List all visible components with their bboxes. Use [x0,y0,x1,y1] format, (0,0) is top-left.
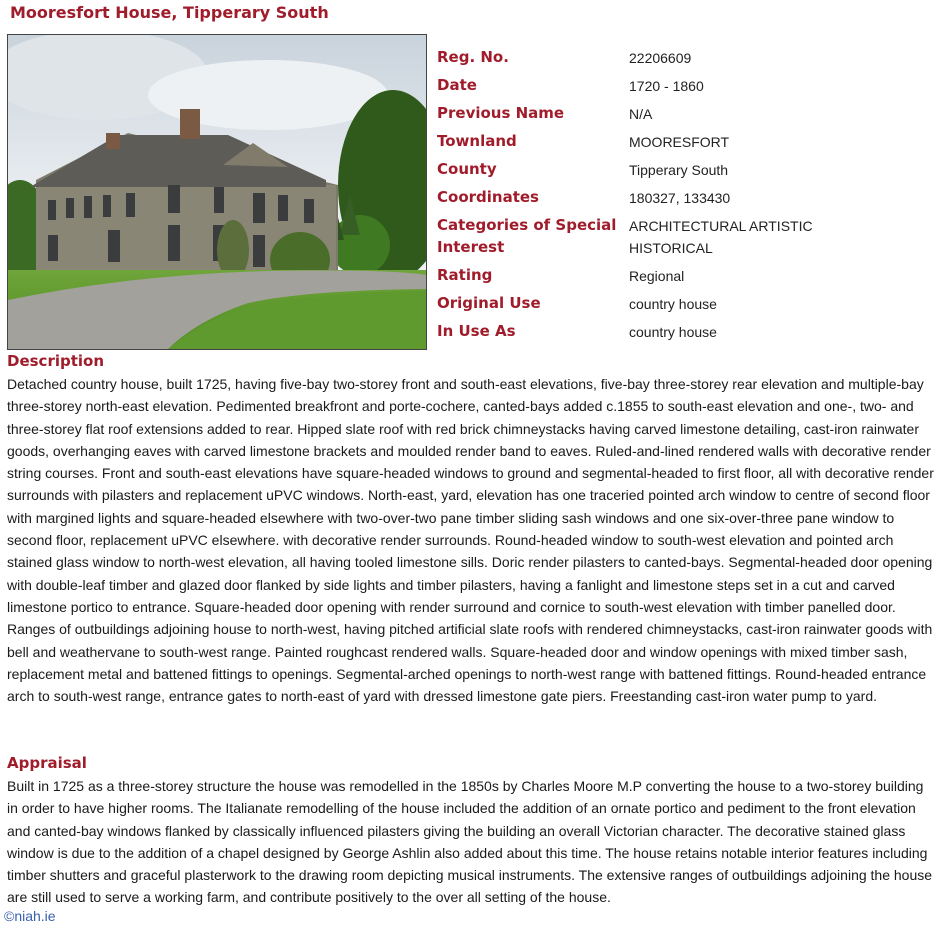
fact-row-rating [437,261,917,289]
appraisal-heading: Appraisal [7,754,87,772]
fact-row-county [437,155,917,183]
fact-row-coordinates [437,183,917,211]
fact-row-categories [437,211,917,261]
fact-row-date [437,71,917,99]
building-photo [7,34,427,350]
rating-value: Regional [629,268,685,284]
date-label: Date [437,76,477,94]
coordinates-value: 180327, 133430 [629,190,731,206]
rating-label: Rating [437,266,493,284]
townland-value: MOORESFORT [629,134,730,150]
date-value: 1720 - 1860 [629,78,704,94]
page-title: Mooresfort House, Tipperary South [10,3,329,22]
fact-row-previous-name [437,99,917,127]
fact-row-in-use-as [437,317,917,345]
reg-no-label: Reg. No. [437,48,509,66]
categories-label: Categories of Special Interest [437,216,617,256]
previous-name-value: N/A [629,106,653,122]
appraisal-text: Built in 1725 as a three-storey structure the house was remodelled in the 1850s by Charles Moore M.P converting the house to a two-storey building in order to have higher rooms. The Italianate remodelling of the house included the addition of an ornate portico and pediment to the front elevation and canted-bay windows flanked by classically influenced pilasters giving the building an overall Victorian character. The decorative stained glass window is due to the addition of a chapel designed by George Ashlin also added about this time. The house retains notable interior features including timber shutters and graceful plasterwork to the drawing room depicting musical instruments. The extensive ranges of outbuildings adjoining the house are still used to serve a working farm, and contribute positively to the over all setting of the house. [7,778,933,906]
reg-no-value: 22206609 [629,50,692,66]
niah-credit-link[interactable]: ©niah.ie [4,908,56,924]
categories-value: ARCHITECTURAL ARTISTIC HISTORICAL [629,218,813,256]
house-photo-illustration [8,35,426,349]
in-use-as-label: In Use As [437,322,516,340]
description-heading: Description [7,352,105,370]
description-text: Detached country house, built 1725, having five-bay two-storey front and south-east elevations, five-bay three-storey rear elevation and multiple-bay three-storey north-east elevation. Pedimented breakfront and porte-cochere, canted-bays added c.1855 to south-east elevation and one-, two- and three-storey flat roof extensions added to rear. Hipped slate roof with red brick chimneystacks having carved limestone detailing, cast-iron rainwater goods, overhanging eaves with carved limestone brackets and moulded render band to eaves. Ruled-and-lined rendered walls with decorative render string courses. Front and south-east elevations have square-headed windows to ground and segmental-headed to first floor, all with decorative render surrounds with pilasters and replacement uPVC windows. North-east, yard, elevation has one traceried pointed arch window to centre of second floor with margined lights and square-headed elsewhere with two-over-two pane timber sliding sash windows and one six-over-three pane window to second floor, replacement uPVC elsewhere. with decorative render surrounds. Round-headed window to south-west elevation and pointed arch stained glass window to north-west elevation, all having tooled limestone sills. Doric render pilasters to canted-bays. Segmental-headed door opening with double-leaf timber and glazed door flanked by side lights and timber pilasters, having a fanlight and limestone steps set in a cut and carved limestone portico to entrance. Square-headed door opening with render surround and cornice to south-west elevation with timber panelled door. Ranges of outbuildings adjoining house to north-west, having pitched artificial slate roofs with rendered chimneystacks, cast-iron rainwater goods with bell and weathervane to south-west range. Painted roughcast rendered walls. Square-headed door and window openings with mixed timber sash, replacement metal and battened fittings to openings. Segmental-arched openings to north-west range with battened fittings. Round-headed entrance arch to south-west range, entrance gates to north-east of yard with dressed limestone gate piers. Freestanding cast-iron water pump to yard. [7,376,934,705]
fact-row-townland [437,127,917,155]
county-label: County [437,160,497,178]
fact-row-original-use [437,289,917,317]
county-value: Tipperary South [629,162,729,178]
in-use-as-value: country house [629,324,717,340]
coordinates-label: Coordinates [437,188,539,206]
fact-row-reg-no [437,43,917,71]
original-use-value: country house [629,296,717,312]
original-use-label: Original Use [437,294,541,312]
townland-label: Townland [437,132,517,150]
record-details [437,43,917,345]
previous-name-label: Previous Name [437,104,565,122]
